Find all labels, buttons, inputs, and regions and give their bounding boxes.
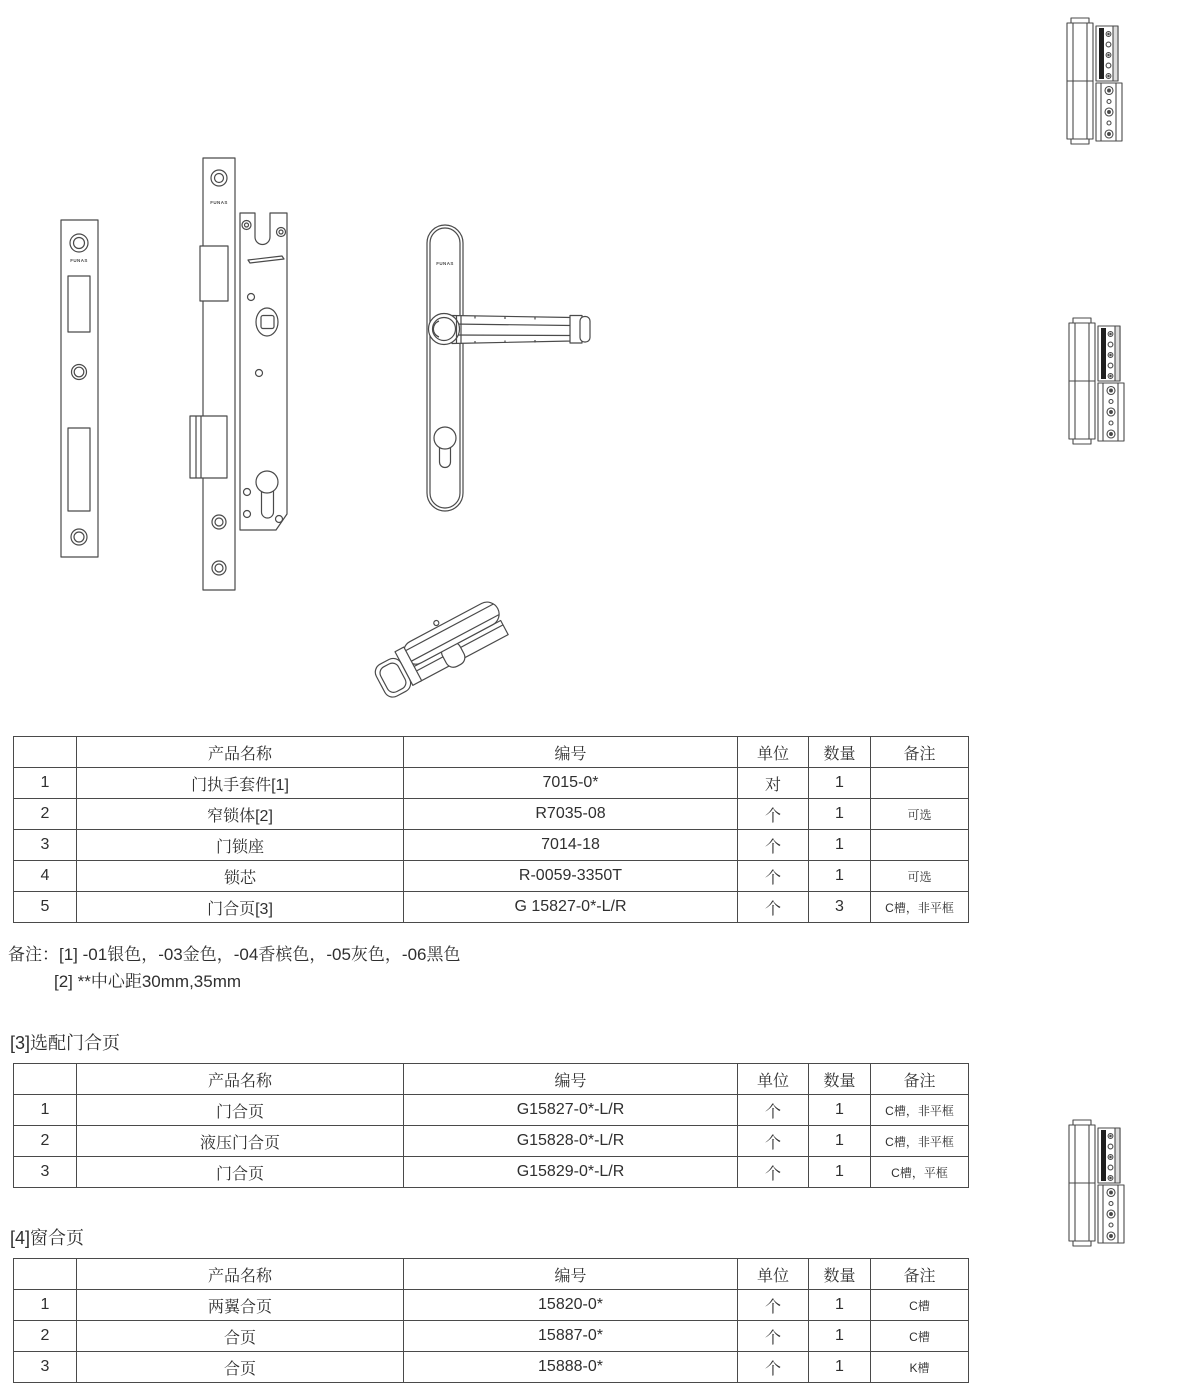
hinge-drawing-middle bbox=[1069, 318, 1124, 444]
cell-code: 7015-0* bbox=[404, 768, 738, 799]
table-row bbox=[14, 1321, 969, 1352]
cell-unit: 个 bbox=[738, 1290, 809, 1321]
notes-label: 备注： bbox=[8, 945, 59, 964]
cell-qty: 1 bbox=[809, 861, 871, 892]
brand-text: FUNAS bbox=[436, 261, 454, 266]
cell-qty: 1 bbox=[809, 1095, 871, 1126]
cell-qty: 1 bbox=[809, 799, 871, 830]
cell-remark: 可选 bbox=[871, 861, 969, 892]
col-header-product-name: 产品名称 bbox=[77, 1064, 404, 1095]
cell-code: 15820-0* bbox=[404, 1290, 738, 1321]
section-title-optional-door-hinges: [3]选配门合页 bbox=[10, 1033, 121, 1053]
table-row bbox=[14, 1126, 969, 1157]
col-header-code: 编号 bbox=[404, 737, 738, 768]
table-row bbox=[14, 1290, 969, 1321]
cell-index: 1 bbox=[14, 768, 77, 799]
table-row bbox=[14, 1095, 969, 1126]
col-header-code: 编号 bbox=[404, 1064, 738, 1095]
cell-remark: C槽，平框 bbox=[871, 1157, 969, 1188]
optional-door-hinge-table bbox=[13, 1063, 969, 1188]
cell-unit: 个 bbox=[738, 1095, 809, 1126]
cell-product-name: 门执手套件[1] bbox=[77, 768, 404, 799]
col-header-remark: 备注 bbox=[871, 737, 969, 768]
table-row bbox=[14, 1352, 969, 1383]
cell-code: 7014-18 bbox=[404, 830, 738, 861]
col-header-code: 编号 bbox=[404, 1259, 738, 1290]
table-row bbox=[14, 768, 969, 799]
cell-qty: 1 bbox=[809, 768, 871, 799]
lock-cylinder-drawing bbox=[366, 592, 512, 702]
table-row bbox=[14, 861, 969, 892]
cell-product-name: 锁芯 bbox=[77, 861, 404, 892]
col-header-unit: 单位 bbox=[738, 737, 809, 768]
table-row bbox=[14, 799, 969, 830]
cell-index: 3 bbox=[14, 1157, 77, 1188]
header-row bbox=[14, 1259, 969, 1290]
cell-remark: C槽，非平框 bbox=[871, 892, 969, 923]
cell-index: 2 bbox=[14, 1126, 77, 1157]
cell-code: G15829-0*-L/R bbox=[404, 1157, 738, 1188]
col-header-qty: 数量 bbox=[809, 1064, 871, 1095]
cell-product-name: 门锁座 bbox=[77, 830, 404, 861]
cell-remark bbox=[871, 768, 969, 799]
cell-index: 5 bbox=[14, 892, 77, 923]
cell-code: R-0059-3350T bbox=[404, 861, 738, 892]
door-handle-drawing bbox=[427, 225, 590, 511]
note-text-1: [1] -01银色，-03金色，-04香槟色，-05灰色，-06黑色 bbox=[59, 945, 461, 964]
cell-product-name: 门合页[3] bbox=[77, 892, 404, 923]
cell-remark: K槽 bbox=[871, 1352, 969, 1383]
hinge-drawing-top bbox=[1067, 18, 1122, 144]
cell-product-name: 窄锁体[2] bbox=[77, 799, 404, 830]
header-row bbox=[14, 1064, 969, 1095]
cell-remark: C槽，非平框 bbox=[871, 1126, 969, 1157]
col-header-unit: 单位 bbox=[738, 1259, 809, 1290]
cell-code: G 15827-0*-L/R bbox=[404, 892, 738, 923]
cell-product-name: 两翼合页 bbox=[77, 1290, 404, 1321]
cell-product-name: 合页 bbox=[77, 1352, 404, 1383]
cell-remark: C槽，非平框 bbox=[871, 1095, 969, 1126]
cell-qty: 1 bbox=[809, 830, 871, 861]
lock-body-drawing bbox=[190, 158, 287, 590]
section-title-window-hinges: [4]窗合页 bbox=[10, 1228, 85, 1248]
col-header-product-name: 产品名称 bbox=[77, 1259, 404, 1290]
cell-product-name: 门合页 bbox=[77, 1095, 404, 1126]
col-header-remark: 备注 bbox=[871, 1259, 969, 1290]
cell-index: 1 bbox=[14, 1290, 77, 1321]
cell-qty: 3 bbox=[809, 892, 871, 923]
note-line-2: [2] **中心距30mm,35mm bbox=[54, 972, 242, 991]
cell-unit: 对 bbox=[738, 768, 809, 799]
cell-code: G15828-0*-L/R bbox=[404, 1126, 738, 1157]
cell-qty: 1 bbox=[809, 1321, 871, 1352]
cell-qty: 1 bbox=[809, 1157, 871, 1188]
cell-index: 4 bbox=[14, 861, 77, 892]
col-header-qty: 数量 bbox=[809, 737, 871, 768]
window-hinge-table bbox=[13, 1258, 969, 1383]
brand-text: FUNAS bbox=[210, 200, 228, 205]
notes-block bbox=[8, 941, 460, 995]
cell-code: 15888-0* bbox=[404, 1352, 738, 1383]
cell-index: 3 bbox=[14, 1352, 77, 1383]
col-header-index bbox=[14, 1064, 77, 1095]
col-header-index bbox=[14, 1259, 77, 1290]
cell-code: R7035-08 bbox=[404, 799, 738, 830]
cell-code: G15827-0*-L/R bbox=[404, 1095, 738, 1126]
cell-qty: 1 bbox=[809, 1352, 871, 1383]
strike-plate-drawing bbox=[61, 220, 98, 557]
header-row bbox=[14, 737, 969, 768]
cell-remark: C槽 bbox=[871, 1290, 969, 1321]
cell-unit: 个 bbox=[738, 799, 809, 830]
col-header-unit: 单位 bbox=[738, 1064, 809, 1095]
cell-qty: 1 bbox=[809, 1126, 871, 1157]
main-parts-table bbox=[13, 736, 969, 923]
cell-unit: 个 bbox=[738, 1126, 809, 1157]
cell-index: 2 bbox=[14, 799, 77, 830]
cell-remark: 可选 bbox=[871, 799, 969, 830]
cell-unit: 个 bbox=[738, 892, 809, 923]
col-header-product-name: 产品名称 bbox=[77, 737, 404, 768]
cell-unit: 个 bbox=[738, 1157, 809, 1188]
col-header-qty: 数量 bbox=[809, 1259, 871, 1290]
table-row bbox=[14, 830, 969, 861]
col-header-index bbox=[14, 737, 77, 768]
cell-remark: C槽 bbox=[871, 1321, 969, 1352]
table-row bbox=[14, 892, 969, 923]
cell-index: 2 bbox=[14, 1321, 77, 1352]
col-header-remark: 备注 bbox=[871, 1064, 969, 1095]
brand-text: FUNAS bbox=[70, 258, 88, 263]
cell-code: 15887-0* bbox=[404, 1321, 738, 1352]
cell-unit: 个 bbox=[738, 1321, 809, 1352]
cell-remark bbox=[871, 830, 969, 861]
note-line-1 bbox=[8, 941, 460, 968]
cell-product-name: 液压门合页 bbox=[77, 1126, 404, 1157]
table-row bbox=[14, 1157, 969, 1188]
cell-unit: 个 bbox=[738, 1352, 809, 1383]
cell-product-name: 合页 bbox=[77, 1321, 404, 1352]
cell-unit: 个 bbox=[738, 830, 809, 861]
cell-product-name: 门合页 bbox=[77, 1157, 404, 1188]
cell-index: 3 bbox=[14, 830, 77, 861]
cell-qty: 1 bbox=[809, 1290, 871, 1321]
cell-unit: 个 bbox=[738, 861, 809, 892]
hinge-drawing-bottom bbox=[1069, 1120, 1124, 1246]
cell-index: 1 bbox=[14, 1095, 77, 1126]
